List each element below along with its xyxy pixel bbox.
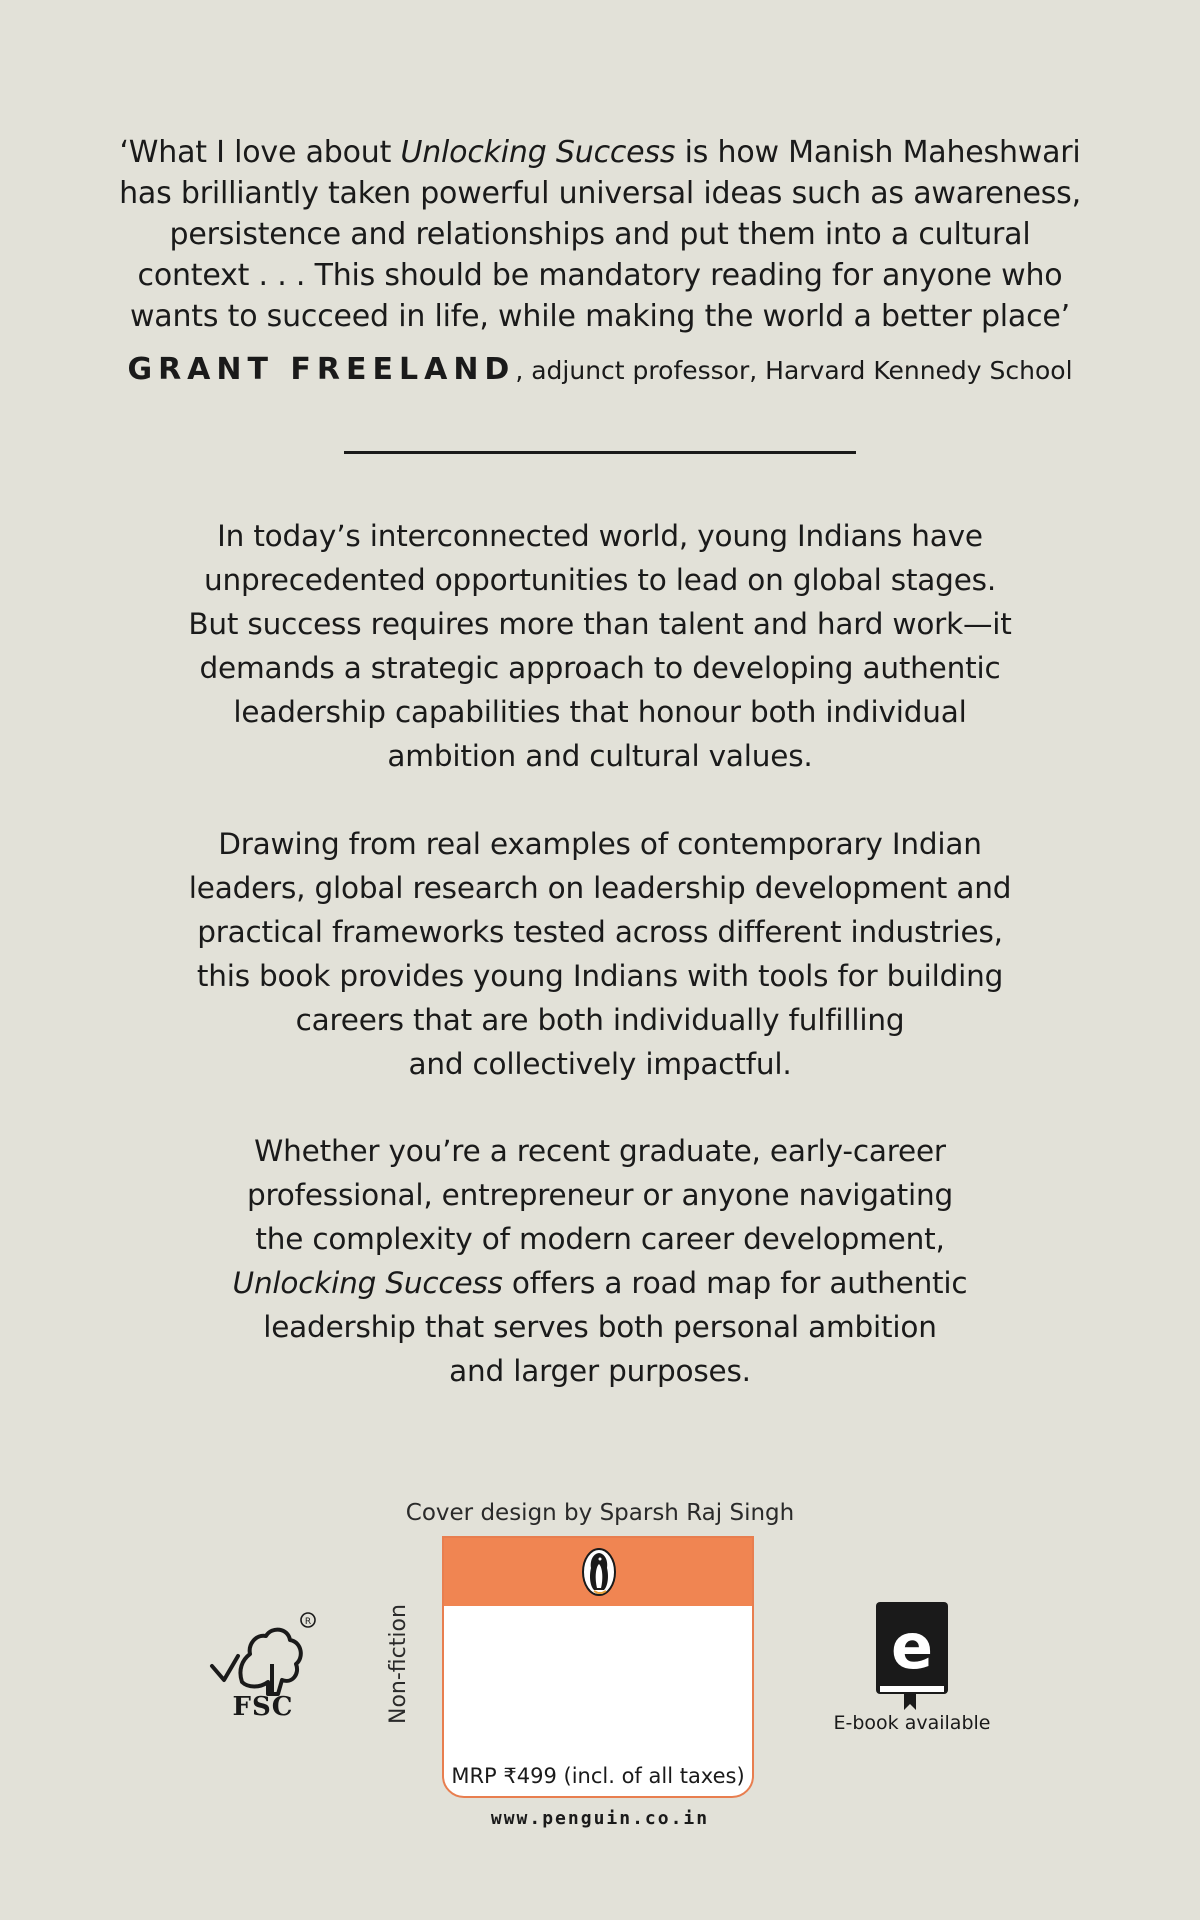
endorser-name: GRANT FREELAND xyxy=(127,352,516,387)
ebook-icon xyxy=(874,1600,950,1712)
blurb-paragraph-2: Drawing from real examples of contemporary Indian leaders, global research on leadership development and practical frameworks tested across different industries, this book provides young Indians with tools for building careers that are both individually fulfilling and collectively impactful. xyxy=(188,827,1012,1081)
mrp-price: MRP ₹499 (incl. of all taxes) xyxy=(451,1764,745,1788)
badge-orange-band xyxy=(444,1538,752,1606)
cover-design-credit: Cover design by Sparsh Raj Singh xyxy=(405,1500,795,1526)
ebook-letter: e xyxy=(890,1610,934,1683)
penguin-price-badge xyxy=(442,1536,754,1798)
endorsement-quote: ‘What I love about Unlocking Success is how Manish Maheshwari has brilliantly taken powerful universal ideas such as awareness, persistence and relationships and put them into a cultural context . . . This should be mandatory reading for anyone who wants to succeed in life, while making the world a better place’ xyxy=(119,135,1081,334)
category-label: Non-fiction xyxy=(386,1604,411,1724)
endorser-role: , adjunct professor, Harvard Kennedy School xyxy=(515,356,1073,385)
publisher-website: www.penguin.co.in xyxy=(490,1808,710,1829)
quote-attribution xyxy=(0,348,1200,393)
blurb-paragraph-3: Whether you’re a recent graduate, early-career professional, entrepreneur or anyone navigating the complexity of modern career development, Unlocking Success offers a road map for authentic leadership that serves both personal ambition and larger purposes. xyxy=(232,1134,968,1388)
svg-text:R: R xyxy=(304,1617,312,1627)
fsc-label: FSC xyxy=(232,1692,294,1722)
blurb-paragraph-1: In today’s interconnected world, young Indians have unprecedented opportunities to lead on global stages. But success requires more than talent and hard work—it demands a strategic approach to developing authentic leadership capabilities that honour both individual ambition and cultural values. xyxy=(188,519,1012,773)
penguin-logo-icon xyxy=(580,1546,618,1598)
book-title-italic: Unlocking Success xyxy=(232,1266,503,1300)
book-title-italic: Unlocking Success xyxy=(400,135,676,170)
divider-rule xyxy=(344,451,856,454)
ebook-label: E-book available xyxy=(833,1712,991,1734)
